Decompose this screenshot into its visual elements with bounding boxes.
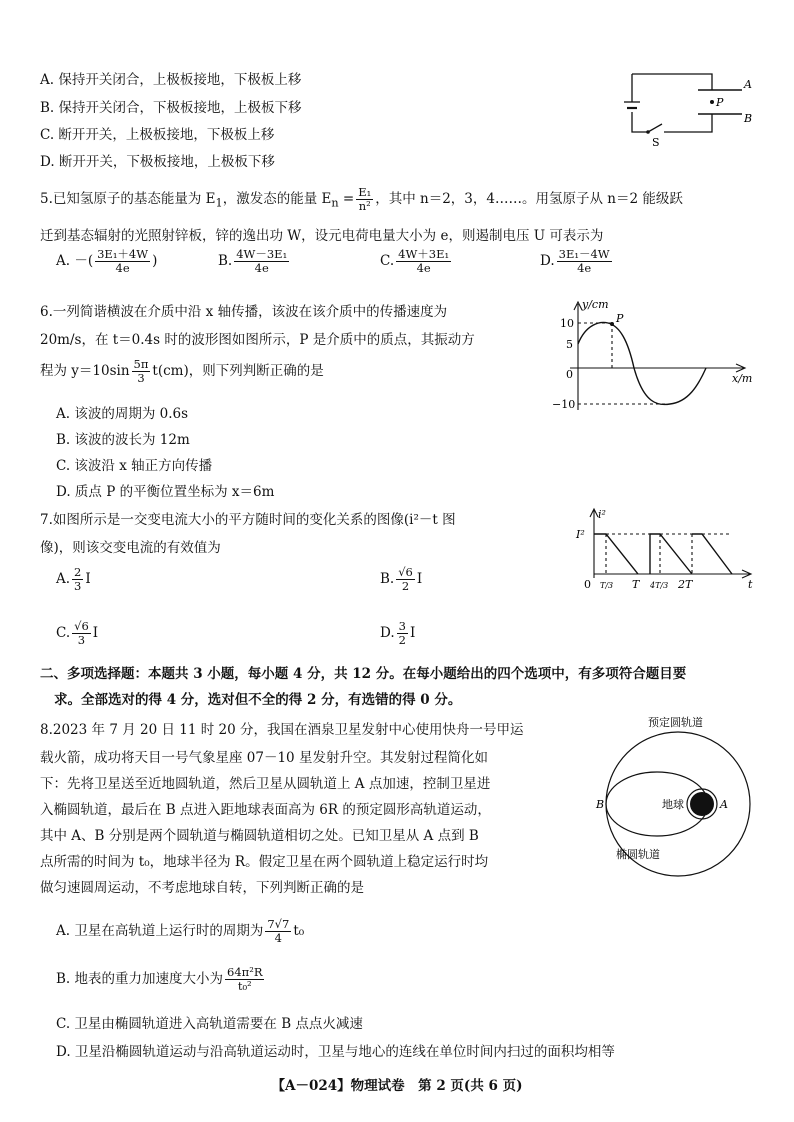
q7-option-c-suffix: I — [92, 625, 99, 641]
q7-option-d-fraction — [397, 620, 408, 647]
q7-option-a-suffix: I — [85, 571, 91, 587]
q5-option-a — [56, 248, 157, 275]
q6-stem-line1: 6.一列简谐横波在介质中沿 x 轴传播，该波在该介质中的传播速度为 — [40, 304, 448, 320]
q8-option-b-fraction — [225, 966, 264, 993]
q5-option-b-fraction — [234, 248, 289, 275]
q6-option-c: C. 该波沿 x 轴正方向传播 — [56, 458, 213, 474]
q5-energy-num: E₁ — [358, 185, 372, 199]
orbit-label-high: 预定圆轨道 — [648, 716, 703, 729]
q8-stem-line6: 点所需的时间为 t₀，地球半径为 R。假定卫星在两个圆轨道上稳定运行时均 — [40, 854, 489, 870]
point-label-p: P — [716, 96, 724, 109]
q6-option-d: D. 质点 P 的平衡位置坐标为 x＝6m — [56, 484, 275, 500]
i2-tick-t3: T/3 — [600, 581, 614, 590]
capacitor-label-b: B — [744, 112, 753, 125]
q6-omega-fraction — [132, 358, 151, 385]
q5-option-c-num: 4W＋3E₁ — [398, 247, 450, 261]
q7-option-d — [380, 620, 415, 647]
q8-stem-line4: 入椭圆轨道，最后在 B 点进入距地球表面高为 6R 的预定圆形高轨道运动， — [40, 802, 491, 818]
q8-stem-line3: 下：先将卫星送至近地圆轨道，然后卫星从圆轨道上 A 点加速，控制卫星进 — [40, 776, 491, 792]
q7-option-a-den: 3 — [74, 579, 82, 593]
q5-option-a-num: 3E₁＋4W — [97, 247, 149, 261]
switch-pivot — [646, 130, 650, 134]
q4-option-d: D. 断开开关，下极板接地，上极板下移 — [40, 154, 275, 170]
q5-stem-c: ，其中 n＝2，3，4……。用氢原子从 n＝2 能级跃 — [375, 191, 683, 207]
q4-option-a: A. 保持开关闭合，上极板接地，下极板上移 — [40, 72, 302, 88]
q5-stem-b: ，激发态的能量 E — [222, 191, 332, 207]
q7-option-a-fraction — [72, 566, 83, 593]
i2-level-label: I² — [576, 528, 585, 541]
q7-option-c-prefix: C. — [56, 625, 71, 641]
orbit-label-a: A — [720, 798, 728, 811]
q8-orbit-figure — [594, 706, 766, 882]
wave-label-p: P — [616, 312, 624, 325]
wave-curve — [578, 322, 706, 404]
q7-option-b-num: √6 — [398, 565, 413, 579]
q7-stem-line2: 像)，则该交变电流的有效值为 — [40, 540, 221, 556]
switch-blade — [648, 124, 662, 132]
q7-option-b — [380, 566, 422, 593]
earth-disc — [690, 792, 714, 816]
wave-x-label: x/m — [732, 372, 753, 385]
capacitor-label-a: A — [744, 78, 752, 91]
wave-tick-0: 0 — [566, 368, 573, 381]
q5-option-c-prefix: C. — [380, 253, 395, 269]
q5-energy-den: n² — [358, 199, 371, 213]
wave-tick-5: 5 — [566, 338, 573, 351]
q7-option-b-den: 2 — [401, 579, 410, 593]
wave-y-label: y/cm — [582, 298, 609, 311]
q5-stem-line2: 迁到基态辐射的光照射锌板，锌的逸出功 W，设元电荷电量大小为 e，则遏制电压 U 可表示为 — [40, 228, 604, 244]
q7-option-b-fraction — [396, 566, 415, 593]
q6-stem-line2: 20m/s，在 t＝0.4s 时的波形图如图所示，P 是介质中的质点，其振动方 — [40, 332, 475, 348]
q5-option-d-den: 4e — [577, 261, 592, 275]
q4-option-c: C. 断开开关，上极板接地，下极板上移 — [40, 127, 275, 143]
q8-stem-line7: 做匀速圆周运动，不考虑地球自转，下列判断正确的是 — [40, 880, 364, 896]
circuit-wire-bottom — [664, 114, 712, 132]
orbit-label-b: B — [596, 798, 605, 811]
q8-stem-line5: 其中 A、B 分别是两个圆轨道与椭圆轨道相切之处。已知卫星从 A 点到 B — [40, 828, 479, 844]
q5-option-d-num: 3E₁－4W — [558, 247, 610, 261]
i2-waveform — [594, 534, 732, 574]
q5-stem-line1 — [40, 186, 683, 213]
q8-option-d: D. 卫星沿椭圆轨道运动与沿高轨道运动时，卫星与地心的连线在单位时间内扫过的面积均相等 — [56, 1044, 615, 1060]
section2-heading-line2: 求。全部选对的得 4 分，选对但不全的得 2 分，有选错的得 0 分。 — [54, 692, 462, 708]
q7-option-b-suffix: I — [416, 571, 423, 587]
i2-tick-4t3: 4T/3 — [650, 581, 669, 590]
wave-tick-10: 10 — [560, 317, 574, 330]
circuit-wire-top — [632, 74, 712, 90]
section2-heading-line1: 二、多项选择题：本题共 3 小题，每小题 4 分，共 12 分。在每小题给出的四个选项中，有多项符合题目要 — [40, 666, 687, 682]
i2-y-label: i² — [598, 508, 606, 521]
q8-option-a-num: 7√7 — [267, 917, 290, 931]
i2-origin-label: 0 — [584, 578, 591, 591]
q7-option-c-fraction — [72, 620, 91, 647]
q6-omega-den: 3 — [137, 371, 145, 385]
q8-option-b-text: B. 地表的重力加速度大小为 — [56, 971, 224, 987]
q5-stem-a: 5.已知氢原子的基态能量为 E — [40, 191, 216, 207]
q7-option-a-num: 2 — [74, 565, 82, 579]
q5-option-a-den: 4e — [115, 261, 130, 275]
q6-option-a: A. 该波的周期为 0.6s — [56, 406, 189, 422]
wave-tick-neg10: −10 — [552, 398, 576, 411]
q5-stem-a-sub: 1 — [215, 196, 223, 210]
orbit-label-ellipse: 椭圆轨道 — [616, 848, 660, 861]
q8-option-b-den: t₀² — [237, 979, 252, 993]
q5-option-a-prefix: A. －( — [56, 253, 94, 269]
q8-option-b — [56, 966, 266, 993]
q5-energy-fraction — [356, 186, 373, 213]
q5-option-c-den: 4e — [416, 261, 431, 275]
q7-option-d-num: 3 — [398, 619, 406, 633]
q8-option-b-num: 64π²R — [227, 965, 263, 979]
circuit-wire-left-bottom — [632, 112, 648, 132]
q5-option-d — [540, 248, 614, 275]
q5-option-d-prefix: D. — [540, 253, 555, 269]
orbit-label-earth: 地球 — [662, 798, 684, 811]
wave-point-p — [610, 322, 614, 326]
q5-option-c-fraction — [396, 248, 451, 275]
q5-option-a-suffix: ) — [152, 253, 158, 269]
q7-option-d-den: 2 — [398, 633, 406, 647]
point-p — [710, 100, 714, 104]
q5-stem-b-eq: = — [338, 191, 355, 207]
page-footer: 【A－024】物理试卷 第 2 页(共 6 页) — [271, 1078, 523, 1094]
i2-tick-2t: 2T — [678, 578, 693, 591]
q8-option-c: C. 卫星由椭圆轨道进入高轨道需要在 B 点点火减速 — [56, 1016, 363, 1032]
q4-circuit-figure — [612, 66, 762, 148]
q7-option-c-num: √6 — [74, 619, 89, 633]
q6-stem-line3-a: 程为 y＝10sin — [40, 363, 130, 379]
q6-stem-line3 — [40, 358, 324, 385]
q6-omega-num: 5π — [133, 357, 149, 371]
q5-option-b-den: 4e — [254, 261, 269, 275]
q7-current-graph — [574, 504, 760, 596]
q7-option-a — [56, 566, 91, 593]
q5-option-b — [218, 248, 291, 275]
q5-option-b-prefix: B. — [218, 253, 233, 269]
q8-stem-line2: 载火箭，成功将天目一号气象星座 07－10 星发射升空。其发射过程简化如 — [40, 750, 488, 766]
q8-option-a-text: A. 卫星在高轨道上运行时的周期为 — [56, 923, 264, 939]
i2-tick-t: T — [632, 578, 640, 591]
q5-stem-b-sub: n — [331, 196, 339, 210]
switch-label-s: S — [652, 136, 660, 148]
q5-option-d-fraction — [557, 248, 612, 275]
q5-option-a-fraction — [95, 248, 150, 275]
i2-t-label: t — [748, 578, 753, 591]
q7-option-d-suffix: I — [409, 625, 416, 641]
q7-option-d-prefix: D. — [380, 625, 395, 641]
q6-option-b: B. 该波的波长为 12m — [56, 432, 190, 448]
q5-option-b-num: 4W－3E₁ — [236, 247, 288, 261]
q7-option-c — [56, 620, 98, 647]
q5-option-c — [380, 248, 453, 275]
q8-stem-line1: 8.2023 年 7 月 20 日 11 时 20 分，我国在酒泉卫星发射中心使用快舟一号甲运 — [40, 722, 524, 738]
q7-option-a-prefix: A. — [56, 571, 71, 587]
q7-stem-line1: 7.如图所示是一交变电流大小的平方随时间的变化关系的图像(i²－t 图 — [40, 512, 456, 528]
q7-option-c-den: 3 — [77, 633, 86, 647]
q8-option-a-den: 4 — [274, 931, 282, 945]
q7-option-b-prefix: B. — [380, 571, 395, 587]
q8-option-a-fraction — [265, 918, 291, 945]
q6-wave-graph — [548, 296, 758, 416]
q8-option-a — [56, 918, 304, 945]
q6-stem-line3-b: t(cm)，则下列判断正确的是 — [152, 363, 324, 379]
q8-option-a-suffix: t₀ — [293, 923, 305, 939]
q4-option-b: B. 保持开关闭合，下极板接地，上极板下移 — [40, 100, 302, 116]
